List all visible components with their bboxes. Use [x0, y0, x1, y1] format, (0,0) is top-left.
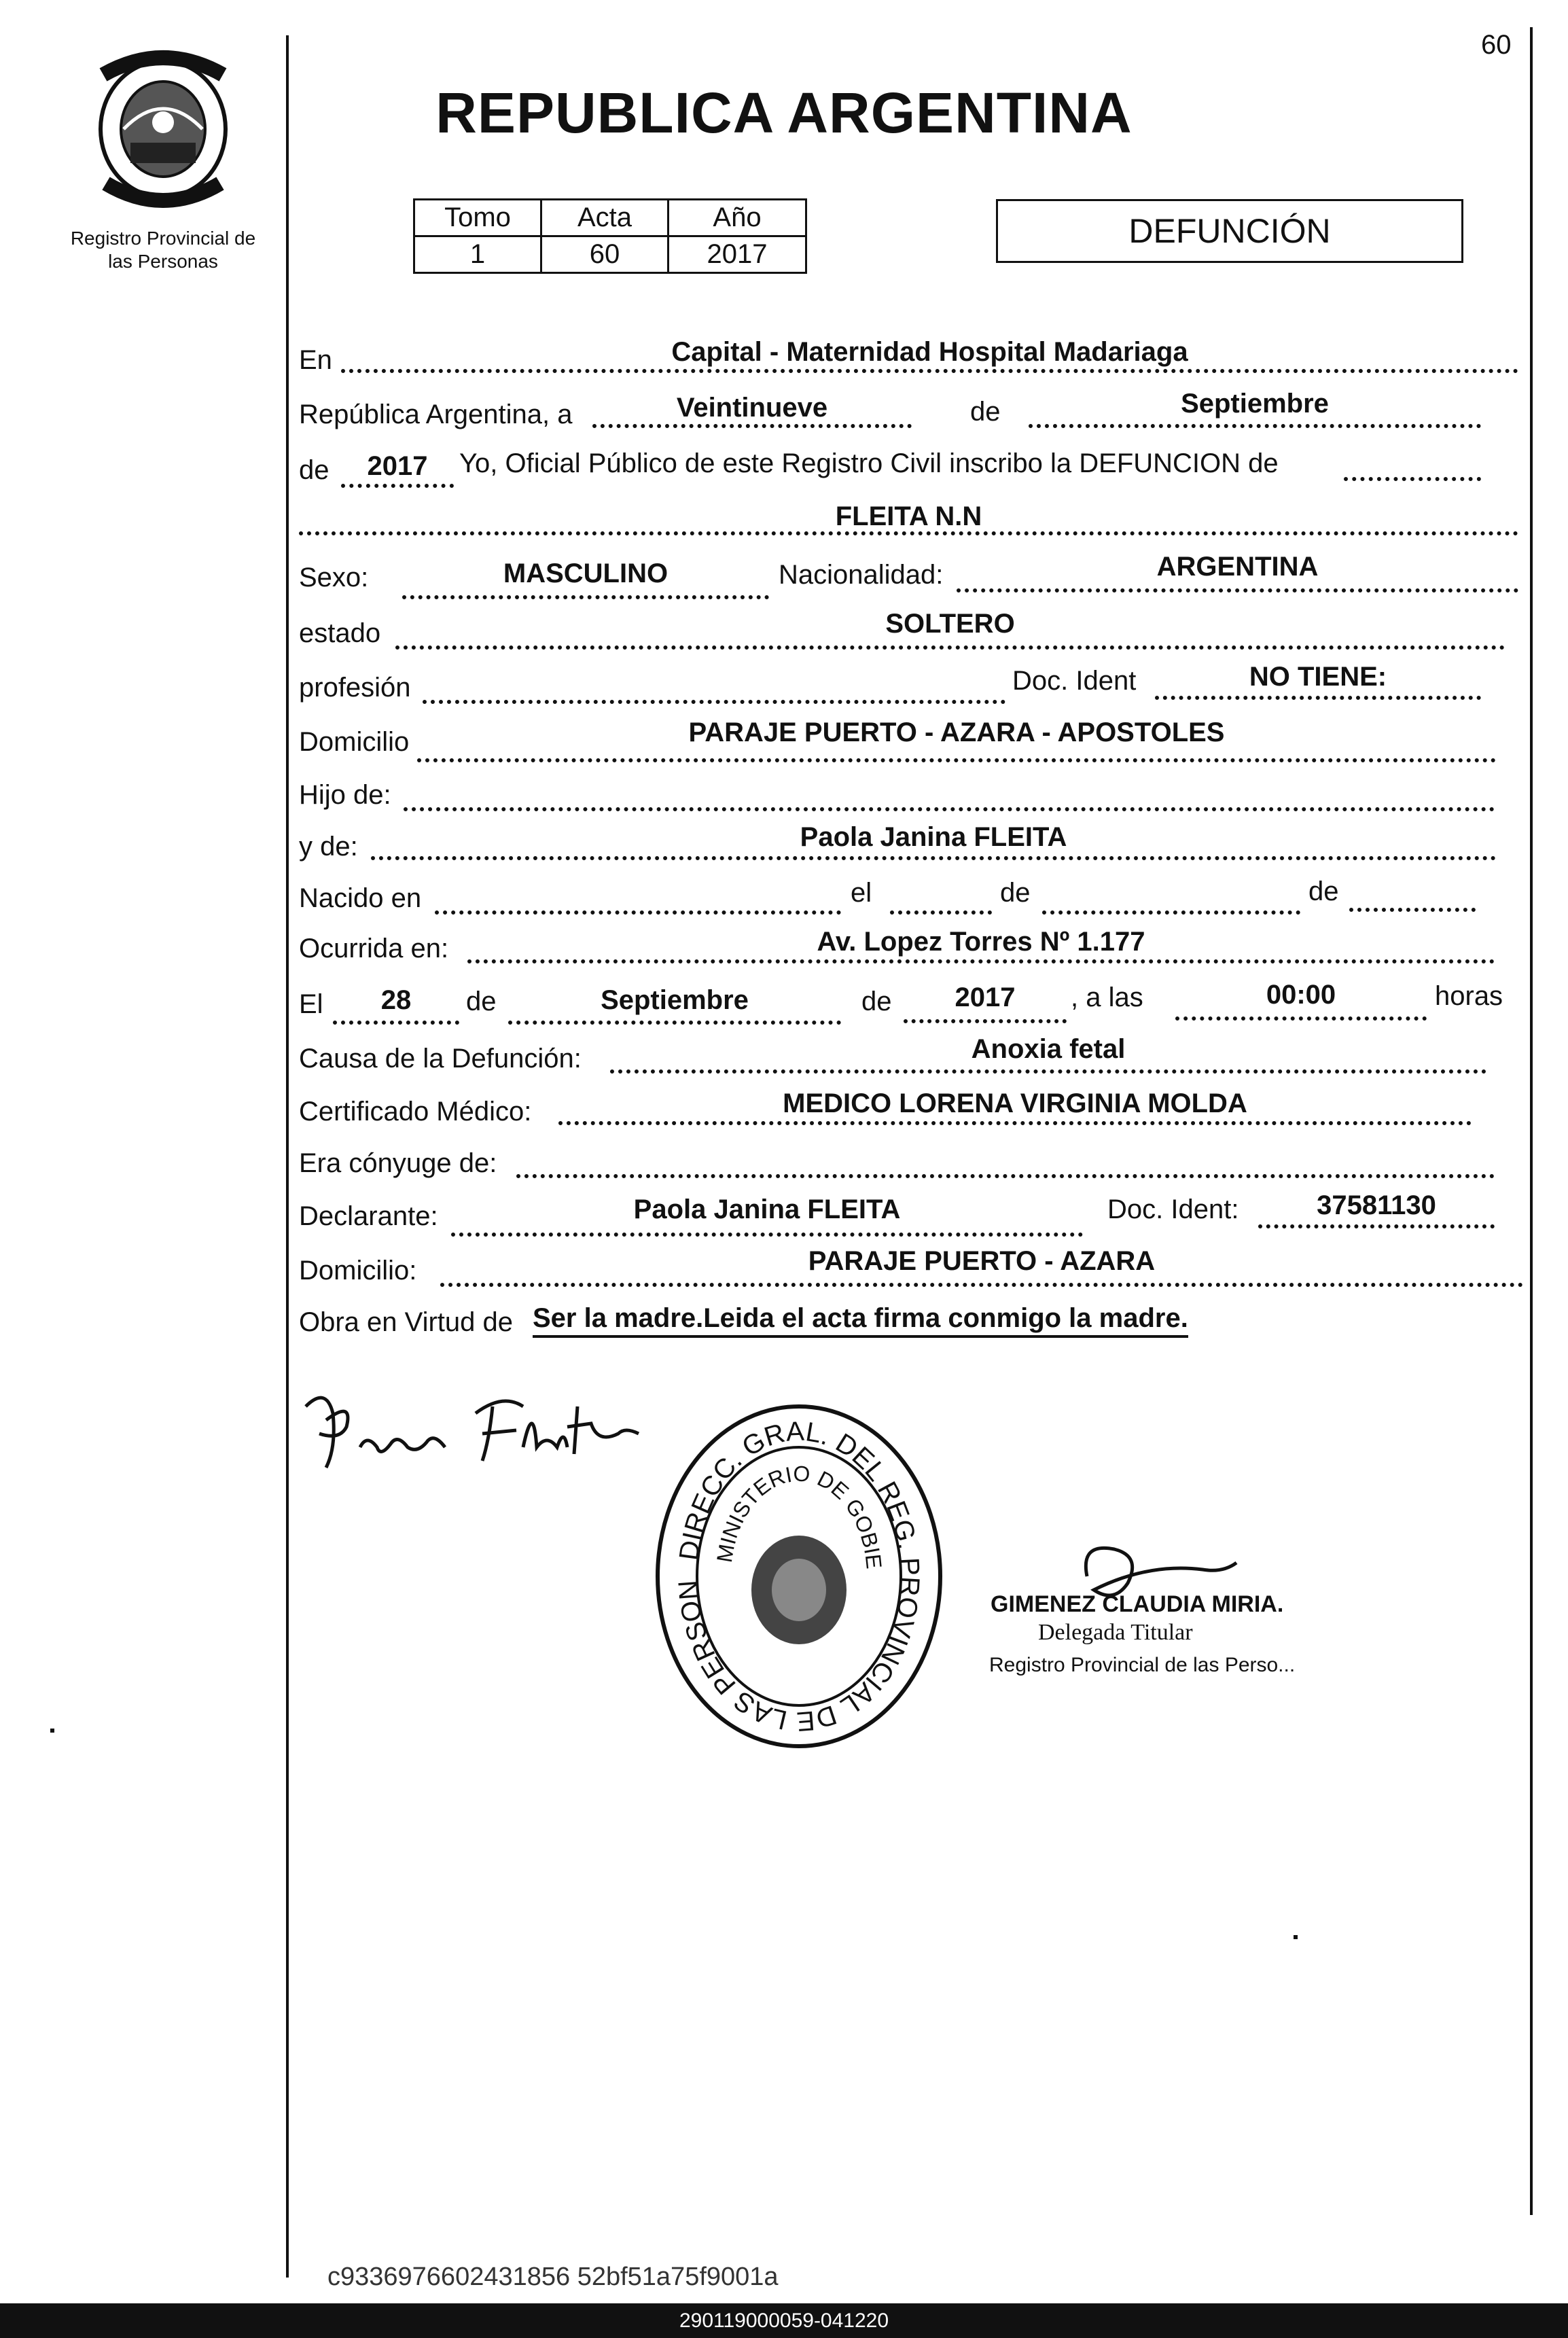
causa-label: Causa de la Defunción:	[299, 1044, 582, 1074]
declarante-line	[451, 1233, 1083, 1237]
death-day-line	[333, 1021, 459, 1025]
agency-caption	[41, 227, 285, 273]
nacionalidad-value: ARGENTINA	[1156, 552, 1319, 582]
domicilio2-label: Domicilio:	[299, 1256, 417, 1286]
death-year-value: 2017	[955, 982, 1016, 1012]
obra-label: Obra en Virtud de	[299, 1307, 514, 1337]
acta-value: 60	[541, 236, 669, 273]
a-las-label: , a las	[1071, 982, 1143, 1012]
ocurrida-value: Av. Lopez Torres Nº 1.177	[817, 927, 1145, 957]
conyuge-line	[516, 1174, 1495, 1178]
hijo-label: Hijo de:	[299, 780, 391, 810]
death-time-value: 00:00	[1266, 980, 1336, 1010]
de-label-4: de	[1308, 876, 1339, 906]
mother-value: Paola Janina FLEITA	[800, 822, 1067, 852]
de-label-5: de	[466, 987, 497, 1016]
agency-caption-line2: las Personas	[108, 251, 218, 272]
obra-value: Ser la madre.Leida el acta firma conmigo la madre.	[533, 1303, 1188, 1338]
doc-ident-line	[1155, 696, 1481, 700]
death-month-value: Septiembre	[601, 985, 749, 1015]
domicilio-value: PARAJE PUERTO - AZARA - APOSTOLES	[688, 718, 1225, 747]
doc-ident2-label: Doc. Ident:	[1107, 1194, 1239, 1224]
official-name: GIMENEZ CLAUDIA MIRIA.	[991, 1591, 1284, 1617]
death-year-line	[904, 1019, 1067, 1023]
declarante-label: Declarante:	[299, 1201, 438, 1231]
page-number: 60	[1481, 30, 1512, 60]
left-margin-line	[286, 35, 289, 2278]
nacionalidad-label: Nacionalidad:	[779, 560, 944, 590]
conyuge-label: Era cónyuge de:	[299, 1148, 497, 1178]
nacido-day-line	[890, 910, 992, 915]
tomo-value: 1	[414, 236, 541, 273]
footer-code: 290119000059-041220	[0, 2303, 1568, 2338]
tomo-header: Tomo	[414, 200, 541, 236]
death-time-line	[1175, 1016, 1427, 1021]
sexo-line	[402, 595, 769, 599]
document-type-box: DEFUNCIÓN	[996, 199, 1463, 263]
official-registry: Registro Provincial de las Perso...	[989, 1654, 1296, 1676]
certificado-value: MEDICO LORENA VIRGINIA MOLDA	[783, 1088, 1247, 1118]
document-hash: c9336976602431856 52bf51a75f9001a	[327, 2263, 779, 2291]
month-line	[1029, 424, 1481, 428]
death-day-value: 28	[380, 985, 412, 1015]
official-seal	[649, 1400, 948, 1753]
agency-caption-line1: Registro Provincial de	[70, 228, 256, 249]
horas-label: horas	[1435, 981, 1503, 1011]
domicilio-label: Domicilio	[299, 727, 410, 757]
ocurrida-line	[467, 959, 1495, 963]
profesion-line	[423, 700, 1005, 704]
domicilio2-line	[440, 1283, 1523, 1287]
right-border	[1530, 27, 1533, 2215]
mother-line	[371, 856, 1496, 860]
official-title: Delegada Titular	[1038, 1620, 1193, 1645]
anio-header: Año	[669, 200, 806, 236]
doc-ident2-value: 37581130	[1317, 1190, 1436, 1220]
death-month-line	[508, 1021, 841, 1025]
nacionalidad-line	[957, 588, 1518, 592]
domicilio2-value: PARAJE PUERTO - AZARA	[808, 1246, 1156, 1276]
sexo-value: MASCULINO	[503, 559, 669, 588]
causa-value: Anoxia fetal	[971, 1034, 1126, 1064]
place-value: Capital - Maternidad Hospital Madariaga	[671, 337, 1188, 367]
el-label: el	[851, 878, 872, 908]
officer-statement: Yo, Oficial Público de este Registro Civil inscribo la DEFUNCION de	[459, 448, 1279, 478]
de-label-3: de	[1000, 878, 1031, 908]
year-value: 2017	[367, 451, 428, 481]
y-de-label: y de:	[299, 832, 358, 862]
profesion-label: profesión	[299, 673, 411, 703]
day-words-line	[592, 424, 912, 428]
domicilio-line	[417, 758, 1496, 762]
place-line	[341, 369, 1518, 373]
republica-label: República Argentina, a	[299, 400, 573, 429]
estado-label: estado	[299, 618, 381, 648]
nacido-month-line	[1042, 910, 1300, 915]
certificado-label: Certificado Médico:	[299, 1097, 532, 1127]
nacido-place-line	[435, 910, 841, 915]
acta-header: Acta	[541, 200, 669, 236]
page-title: REPUBLICA ARGENTINA	[435, 81, 1133, 145]
year-line	[341, 484, 454, 488]
speck	[1294, 1935, 1298, 1939]
certificado-line	[558, 1121, 1472, 1125]
doc-ident2-line	[1258, 1224, 1495, 1228]
svg-text:DIRECC. GRAL. DEL REG. PROVINC: DIRECC. GRAL. DEL REG. PROVINCIAL DE LAS PERSON	[673, 1416, 925, 1737]
de-label-2: de	[299, 455, 329, 485]
de-label-1: de	[970, 397, 1001, 427]
nacido-label: Nacido en	[299, 883, 422, 913]
de-label-6: de	[861, 987, 892, 1016]
declarant-signature	[299, 1386, 652, 1481]
nacido-year-line	[1349, 908, 1476, 912]
hijo-line	[404, 807, 1495, 811]
anio-value: 2017	[669, 236, 806, 273]
doc-ident-label: Doc. Ident	[1012, 666, 1137, 696]
sexo-label: Sexo:	[299, 563, 369, 592]
ocurrida-label: Ocurrida en:	[299, 934, 449, 963]
el2-label: El	[299, 989, 323, 1019]
month-value: Septiembre	[1181, 389, 1329, 419]
record-table	[413, 198, 807, 274]
day-words-value: Veintinueve	[676, 393, 828, 423]
speck	[50, 1729, 54, 1733]
deceased-line-end	[1344, 477, 1481, 481]
estado-value: SOLTERO	[885, 609, 1015, 639]
causa-line	[610, 1069, 1486, 1074]
declarante-value: Paola Janina FLEITA	[633, 1194, 901, 1224]
svg-text:MINISTERIO DE GOBIERNO: MINISTERIO DE GOBIE	[711, 1461, 887, 1570]
doc-ident-value: NO TIENE:	[1249, 662, 1387, 692]
estado-line	[395, 645, 1505, 650]
en-label: En	[299, 345, 332, 375]
deceased-name: FLEITA N.N	[835, 501, 982, 531]
